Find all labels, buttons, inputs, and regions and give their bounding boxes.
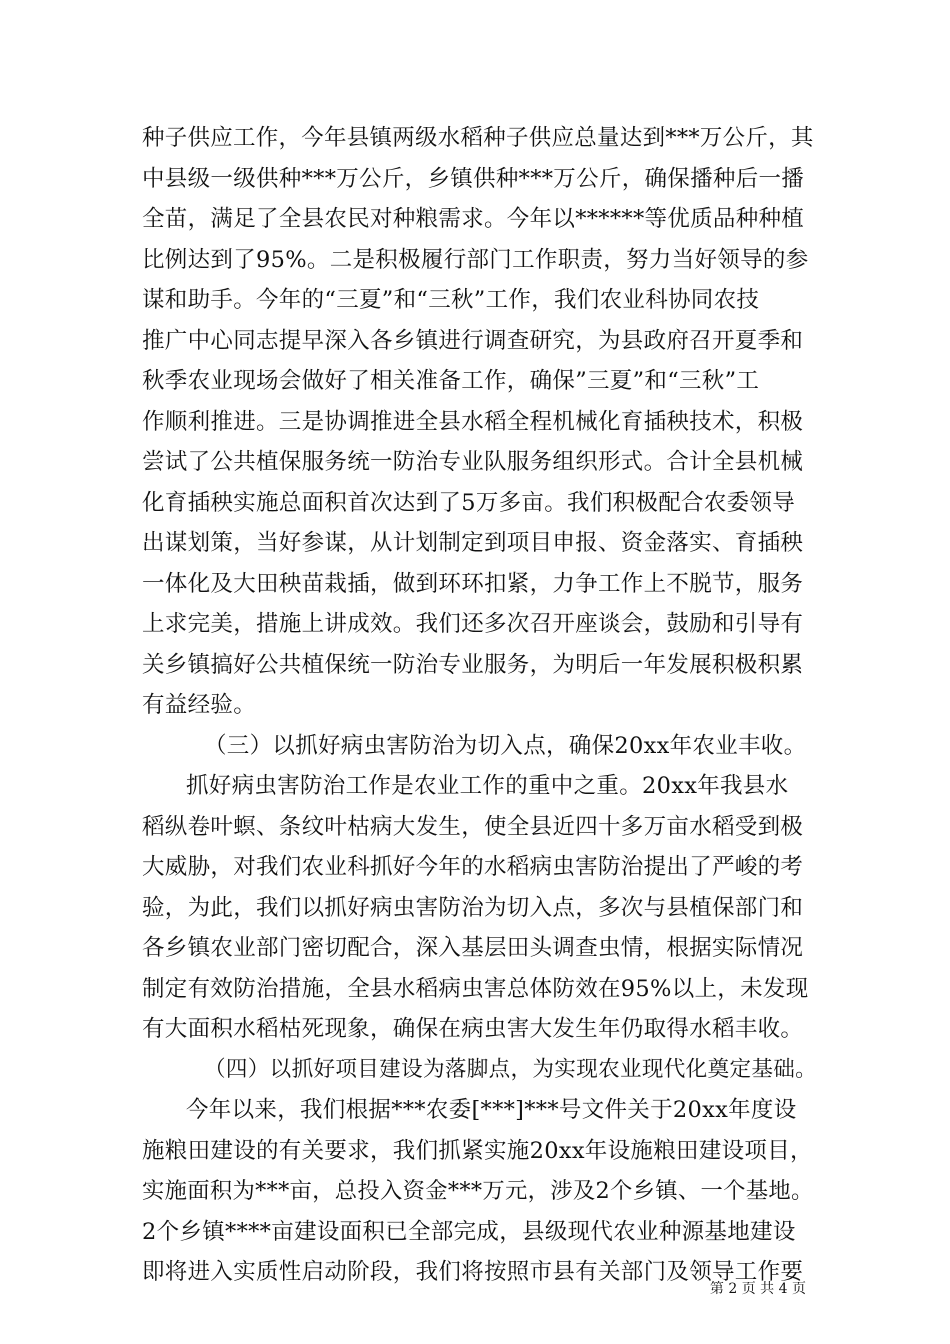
section-heading-4: （四）以抓好项目建设为落脚点，为实现农业现代化奠定基础。 <box>204 1056 818 1082</box>
text-line: 化育插秧实施总面积首次达到了5万多亩。我们积极配合农委领导 <box>142 489 796 516</box>
text-line: 关乡镇搞好公共植保统一防治专业服务，为明后一年发展积极积累 <box>142 651 804 678</box>
text-line: 出谋划策，当好参谋，从计划制定到项目申报、资金落实、育插秧 <box>142 530 804 556</box>
text-line: 即将进入实质性启动阶段，我们将按照市县有关部门及领导工作要 <box>142 1259 804 1285</box>
text-line: 大威胁，对我们农业科抓好今年的水稻病虫害防治提出了严峻的考 <box>142 854 804 880</box>
paragraph-start-line: 今年以来，我们根据***农委[***]***号文件关于20xx年度设 <box>186 1097 797 1123</box>
text-line: 谋和助手。今年的“三夏”和“三秋”工作，我们农业科协同农技 <box>142 287 760 313</box>
text-line: 稻纵卷叶螟、条纹叶枯病大发生，使全县近四十多万亩水稻受到极 <box>142 813 804 840</box>
text-line: 中县级一级供种***万公斤，乡镇供种***万公斤，确保播种后一播 <box>142 165 805 192</box>
paragraph-start-line: 抓好病虫害防治工作是农业工作的重中之重。20xx年我县水 <box>186 773 789 799</box>
text-line: 制定有效防治措施，全县水稻病虫害总体防效在95%以上，未发现 <box>142 975 809 1002</box>
text-line: 有益经验。 <box>142 692 257 718</box>
text-line: 施粮田建设的有关要求，我们抓紧实施20xx年设施粮田建设项目， <box>142 1137 813 1164</box>
text-line: 各乡镇农业部门密切配合，深入基层田头调查虫情，根据实际情况 <box>142 935 804 961</box>
text-line: 有大面积水稻枯死现象，确保在病虫害大发生年仍取得水稻丰收。 <box>142 1016 804 1042</box>
text-line: 作顺利推进。三是协调推进全县水稻全程机械化育插秧技术，积极 <box>142 408 804 435</box>
text-line: 种子供应工作，今年县镇两级水稻种子供应总量达到***万公斤，其 <box>142 125 814 151</box>
text-line: 一体化及大田秧苗栽插，做到环环扣紧，力争工作上不脱节，服务 <box>142 570 804 597</box>
text-line: 验，为此，我们以抓好病虫害防治为切入点，多次与县植保部门和 <box>142 894 804 921</box>
text-line: 推广中心同志提早深入各乡镇进行调查研究，为县政府召开夏季和 <box>142 327 804 354</box>
text-line: 上求完美，措施上讲成效。我们还多次召开座谈会，鼓励和引导有 <box>142 611 804 637</box>
text-line: 尝试了公共植保服务统一防治专业队服务组织形式。合计全县机械 <box>142 449 804 475</box>
text-line: 2个乡镇****亩建设面积已全部完成，县级现代农业种源基地建设 <box>142 1218 796 1245</box>
section-heading-3: （三）以抓好病虫害防治为切入点，确保20xx年农业丰收。 <box>204 732 807 759</box>
document-body <box>142 118 818 1293</box>
text-line: 实施面积为***亩，总投入资金***万元，涉及2个乡镇、一个基地。 <box>142 1178 814 1204</box>
text-line: 秋季农业现场会做好了相关准备工作，确保”三夏”和“三秋”工 <box>142 368 760 394</box>
text-line: 比例达到了95%。二是积极履行部门工作职责，努力当好领导的参 <box>142 246 809 273</box>
text-line: 全苗，满足了全县农民对种粮需求。今年以******等优质品种种植 <box>142 206 805 232</box>
page-number: 第 2 页 共 4 页 <box>709 1281 806 1297</box>
